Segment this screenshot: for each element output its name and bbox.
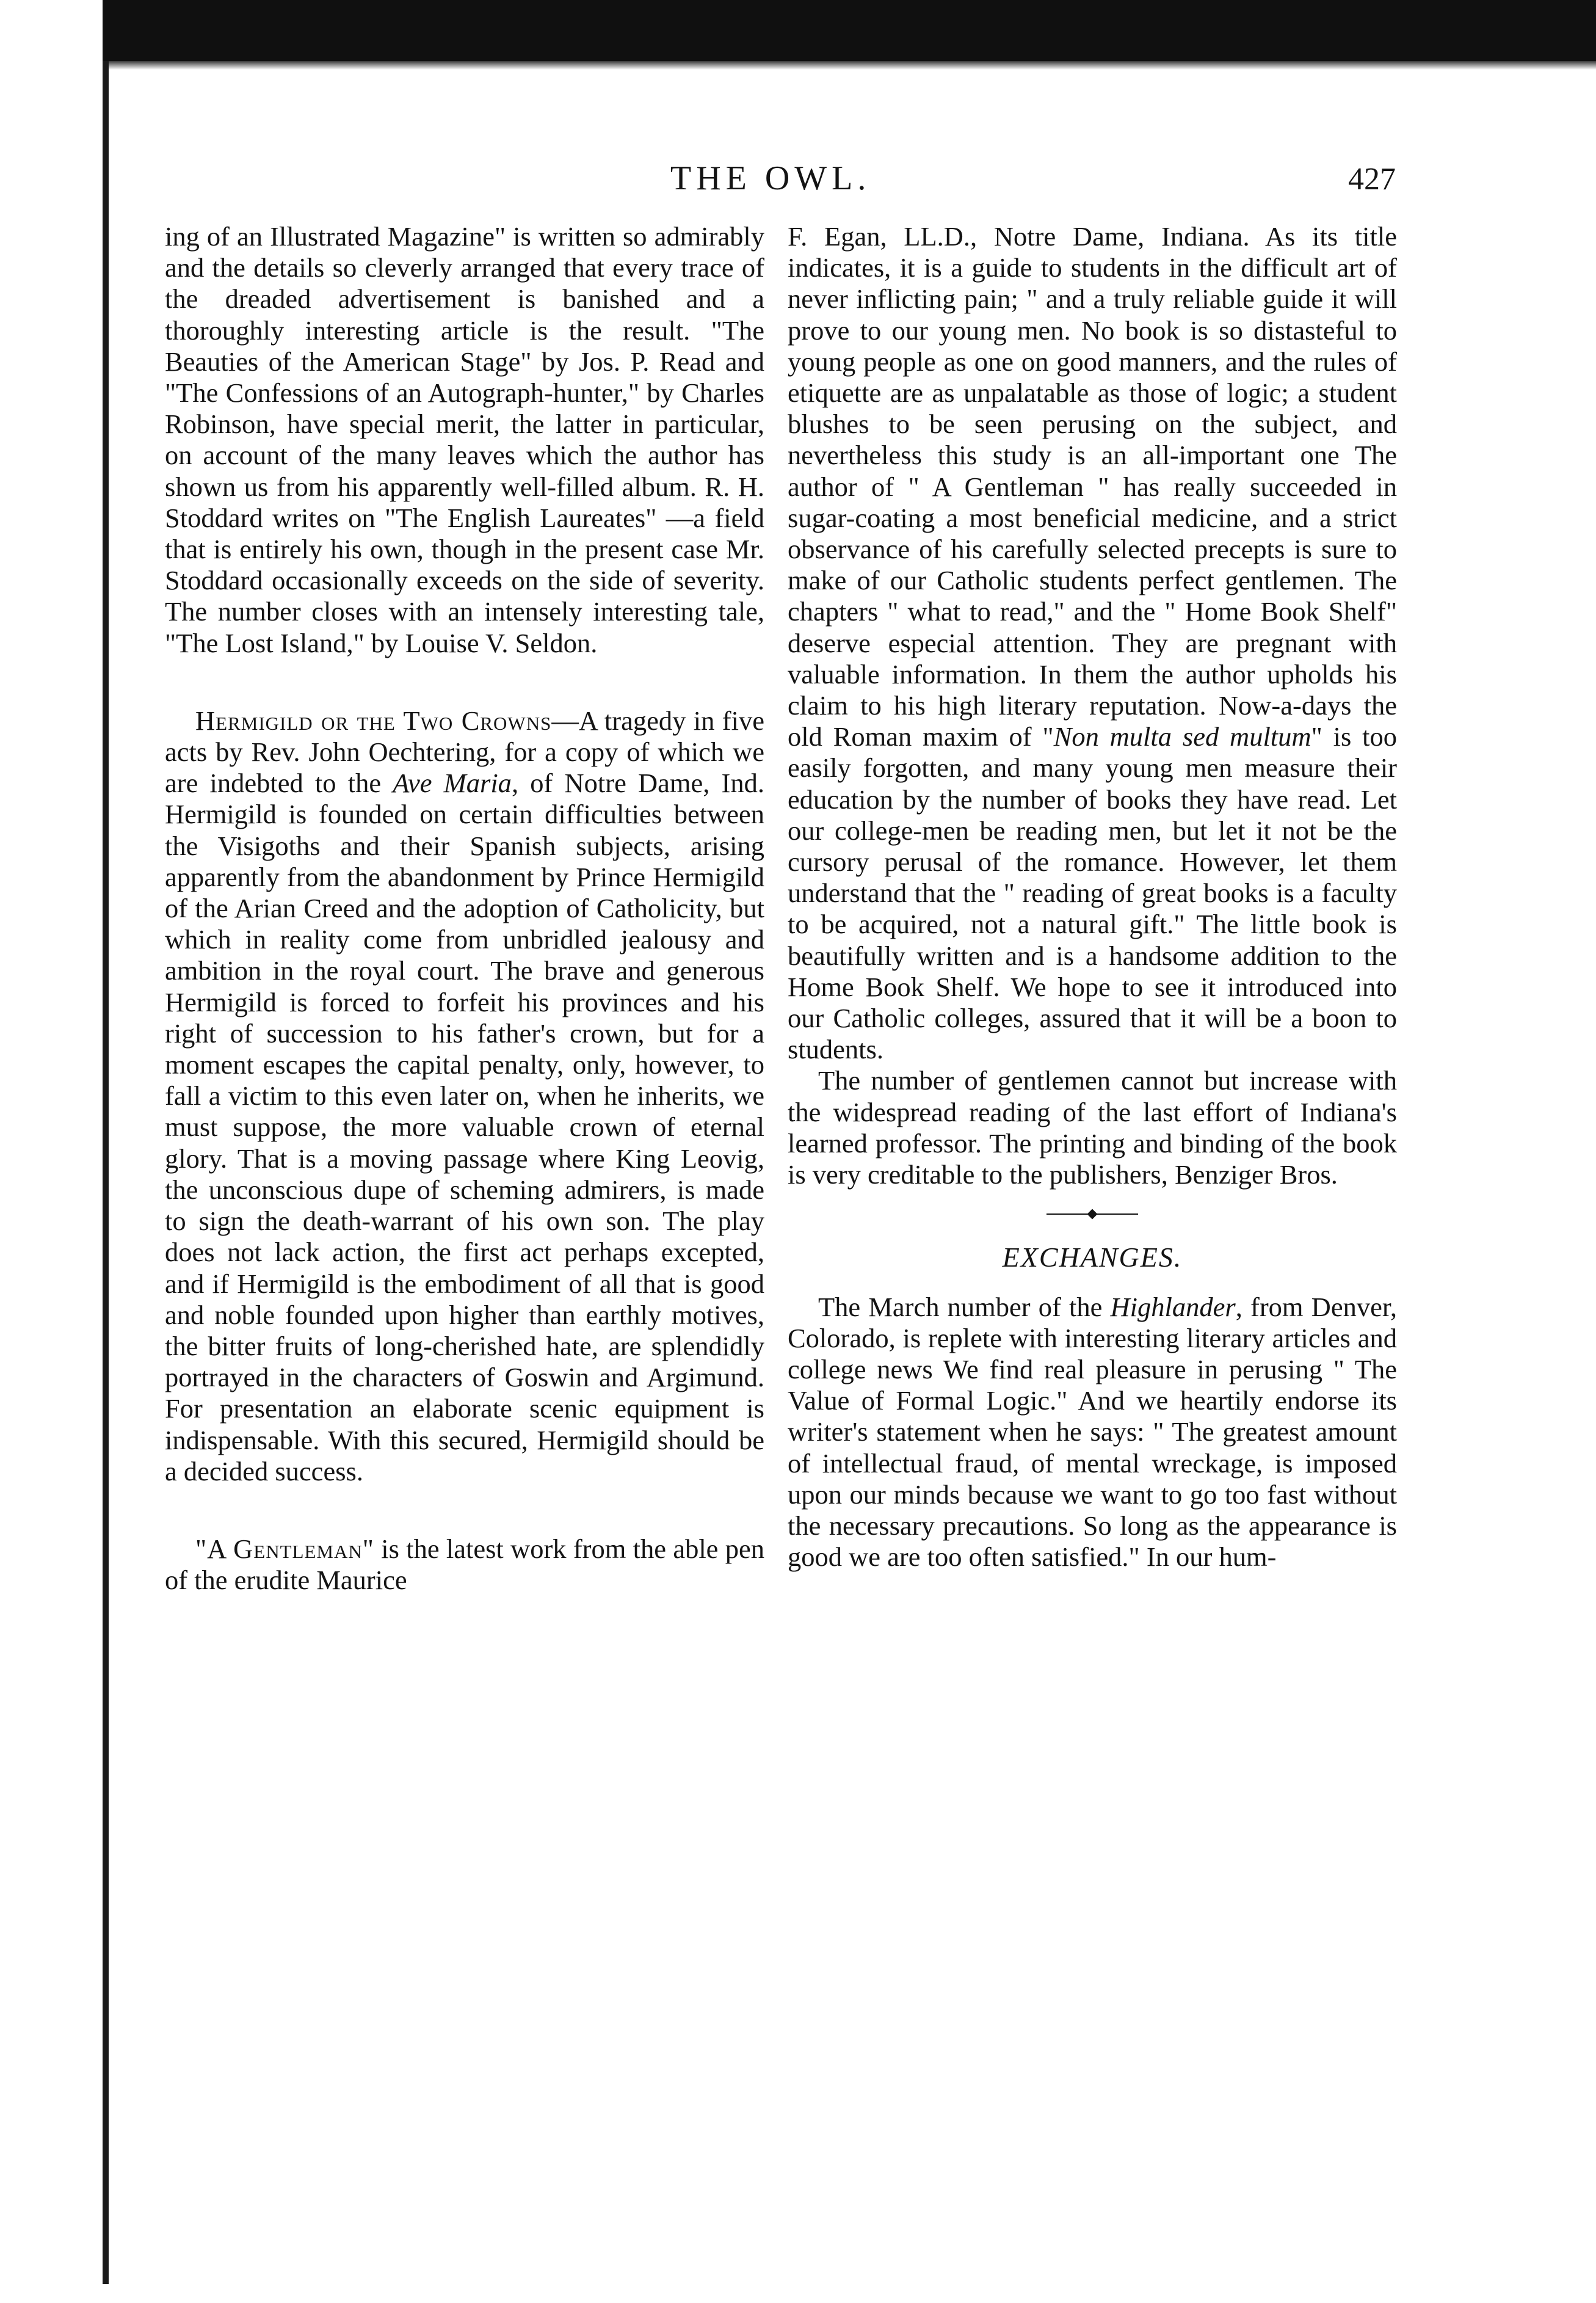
magazine-name-ave-maria: Ave Maria [393,768,512,799]
page-number: 427 [1348,162,1396,197]
scan-border-top [0,0,1596,61]
exchanges-text-a: The March number of the [818,1291,1111,1322]
review-gentleman-text-b: " is too easily forgotten, and many young men measure their education by the number of books they have read. Let our college-men be reading men, but let it not be the cursory perusal of the romance. However, let them understand that the " reading of great books is a faculty to be acquired, not a natural gift." The little book is beautifully written and is a handsome addition to the Home Book Shelf. We hope to see it introduced into our Catholic colleges, assured that it will be a boon to students. [788,721,1397,1065]
scan-edge-line [103,61,109,2284]
magazine-name-highlander: Highlander [1110,1291,1236,1322]
section-divider [1046,1213,1138,1215]
review-gentleman-title: "A Gentleman" [195,1533,374,1564]
review-gentleman-text-a: F. Egan, LL.D., Notre Dame, Indiana. As its title indicates, it is a guide to students in the difficult art of never inflicting pain; " and a truly reliable guide it will prove to our young men. No book is so distasteful to young people as one on good manners, and the rules of etiquette are as unpalatable as those of logic; a student blushes to be seen perusing on the subject, and nevertheless this study is an all-important one The author of " A Gentleman " has really succeeded in sugar-coating a most beneficial medicine, and a strict observance of his carefully selected precepts is sure to make of our Catholic students perfect gentlemen. The chapters " what to read," and the " Home Book Shelf" deserve especial attention. They are pregnant with valuable information. In them the author upholds his claim to his high literary reputation. Now-a-days the old Roman maxim of " [788,221,1397,752]
review-hermigild-paragraph [165,705,764,1487]
review-gentleman-text: is the latest work from the able pen of the erudite Maurice [165,1533,764,1596]
exchanges-text-b: , from Denver, Colorado, is replete with interesting literary articles and college news We find real pleasure in perusing " The Value of Formal Logic." And we heartily endorse its writer's statement when he says: " The greatest amount of intellectual fraud, of mental wreckage, is imposed upon our minds because we want to go too fast without the necessary precautions. So long as the appearance is good we are too often satisfied." In our hum- [788,1291,1397,1573]
review-gentleman-closing-paragraph: The number of gentlemen cannot but increase with the widespread reading of the last effort of Indiana's learned professor. The printing and binding of the book is very creditable to the publishers, Benziger Bros. [788,1065,1397,1190]
journal-title: THE OWL. [670,159,871,197]
review-hermigild-text-rest: , of Notre Dame, Ind. Hermigild is founded on certain difficulties between the Visigoths and their Spanish subjects, arising apparently from the abandonment by Prince Hermigild of the Arian Creed and the adoption of Catholicity, but which in reality come from unbridled jealousy and ambition in the royal court. The brave and generous Hermigild is forced to forfeit his provinces and his right of succession to his father's crown, but for a moment escapes the capital penalty, only, however, to fall a victim to this even later on, when he inherits, we must suppose, the more valuable crown of eternal glory. That is a moving passage where King Leovig, the unconscious dupe of scheming admirers, is made to sign the death-warrant of his own son. The play does not lack action, the first act perhaps excepted, and if Hermigild is the embodiment of all that is good and noble founded upon higher than earthly motives, the bitter fruits of long-cherished hate, are splendidly portrayed in the characters of Goswin and Argimund. For presentation an elaborate scenic equipment is indispensable. With this secured, Hermigild should be a decided success. [165,768,765,1486]
review-gentleman-paragraph [165,1534,764,1596]
review-hermigild-text: —A tragedy in five acts by Rev. John Oechtering, for a copy of which we are indebted to the [165,705,764,799]
review-gentleman-continuation [788,221,1397,1065]
section-heading-exchanges: EXCHANGES. [1002,1242,1183,1273]
review-continuation-paragraph: ing of an Illustrated Magazine" is written so admirably and the details so cleverly arranged that every trace of the dreaded advertisement is banished and a thoroughly interesting article is the result. "The Beauties of the American Stage" by Jos. P. Read and "The Confessions of an Autograph-hunter," by Charles Robinson, have special merit, the latter in particular, on account of the many leaves which the author has shown us from his apparently well-filled album. R. H. Stoddard writes on "The English Laureates" —a field that is entirely his own, though in the present case Mr. Stoddard occasionally exceeds on the side of severity. The number closes with an intensely interesting tale, "The Lost Island," by Louise V. Seldon. [165,221,764,658]
review-hermigild-title: Hermigild or the Two Crowns [195,705,552,736]
scan-margin-left [0,0,103,2303]
book-page [109,61,1596,2303]
left-column [165,221,764,1596]
exchanges-paragraph [788,1292,1397,1573]
latin-maxim: Non multa sed multum [1053,721,1311,752]
right-column [788,221,1397,1573]
running-head [109,159,1513,208]
